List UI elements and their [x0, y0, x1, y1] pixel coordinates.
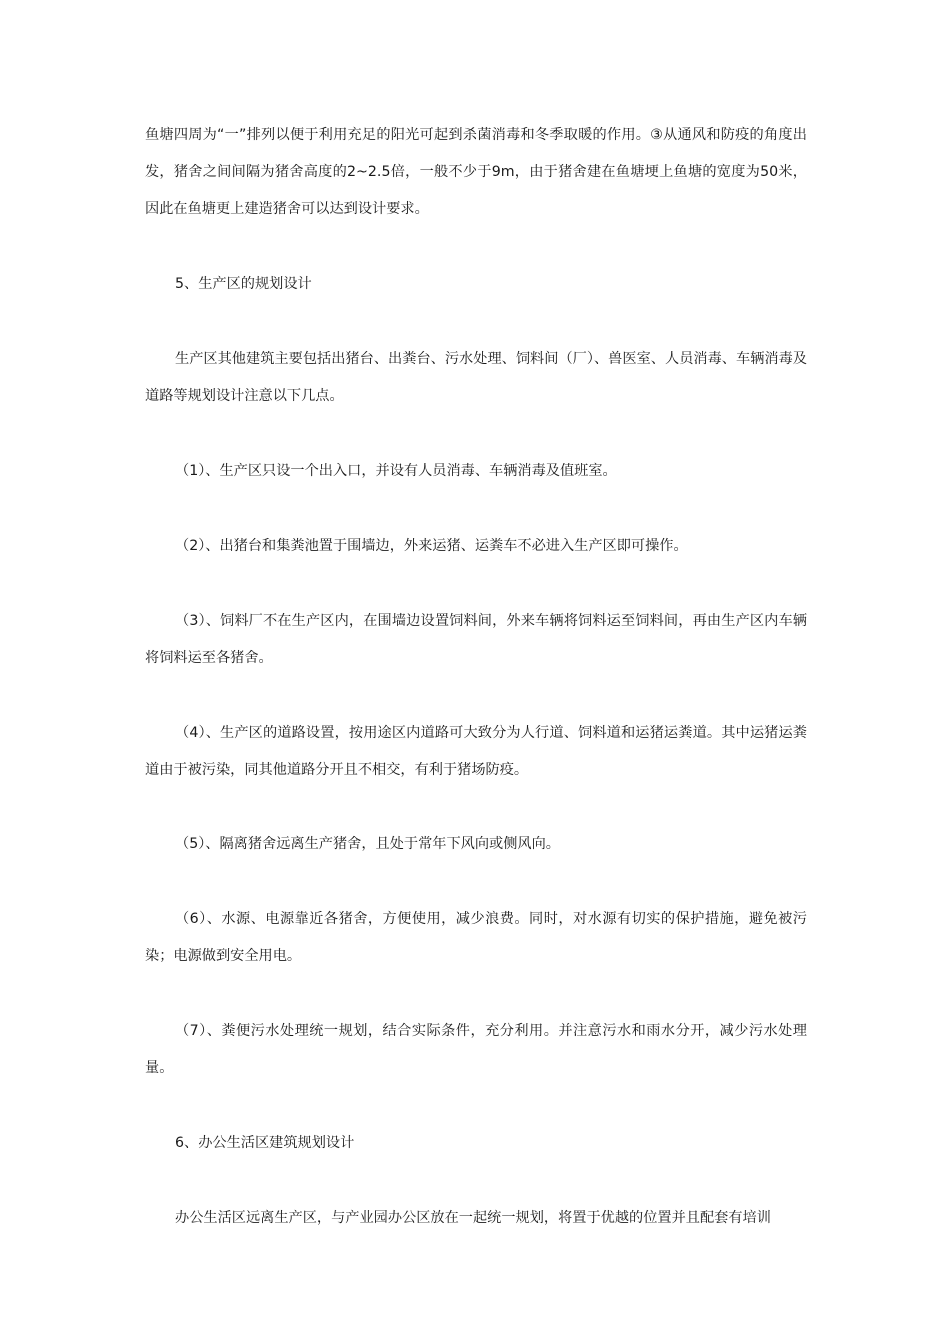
paragraph-item-1: （1）、生产区只设一个出入口，并设有人员消毒、车辆消毒及值班室。 — [175, 463, 617, 479]
paragraph-item-2: （2）、出猪台和集粪池置于围墙边，外来运猪、运粪车不必进入生产区即可操作。 — [175, 538, 688, 554]
paragraph-item-4: （4）、生产区的道路设置，按用途区内道路可大致分为人行道、饲料道和运猪运粪道。其中运猪运粪道由于被污染，同其他道路分开且不相交，有利于猪场防疫。 — [145, 725, 807, 778]
section-heading-6: 6、办公生活区建筑规划设计 — [175, 1135, 355, 1151]
paragraph-intro-continued: 鱼塘四周为“一”排列以便于利用充足的阳光可起到杀菌消毒和冬季取暖的作用。③从通风和防疫的角度出发，猪舍之间间隔为猪舍高度的2~2.5倍，一般不少于9m，由于猪舍建在鱼塘埂上鱼塘的宽度为50米，因此在鱼塘更上建造猪舍可以达到设计要求。 — [145, 127, 807, 217]
paragraph-section-5-intro: 生产区其他建筑主要包括出猪台、出粪台、污水处理、饲料间（厂）、兽医室、人员消毒、车辆消毒及道路等规划设计注意以下几点。 — [145, 351, 807, 404]
section-heading-5: 5、生产区的规划设计 — [175, 276, 312, 292]
paragraph-section-6-intro: 办公生活区远离生产区，与产业园办公区放在一起统一规划，将置于优越的位置并且配套有培训 — [175, 1210, 771, 1226]
paragraph-item-7: （7）、粪便污水处理统一规划，结合实际条件，充分利用。并注意污水和雨水分开，减少污水处理量。 — [145, 1023, 807, 1076]
paragraph-item-5: （5）、隔离猪舍远离生产猪舍，且处于常年下风向或侧风向。 — [175, 836, 560, 852]
paragraph-item-3: （3）、饲料厂不在生产区内，在围墙边设置饲料间，外来车辆将饲料运至饲料间，再由生产区内车辆将饲料运至各猪舍。 — [145, 613, 807, 666]
paragraph-item-6: （6）、水源、电源靠近各猪舍，方便使用，减少浪费。同时，对水源有切实的保护措施，避免被污染；电源做到安全用电。 — [145, 911, 807, 964]
